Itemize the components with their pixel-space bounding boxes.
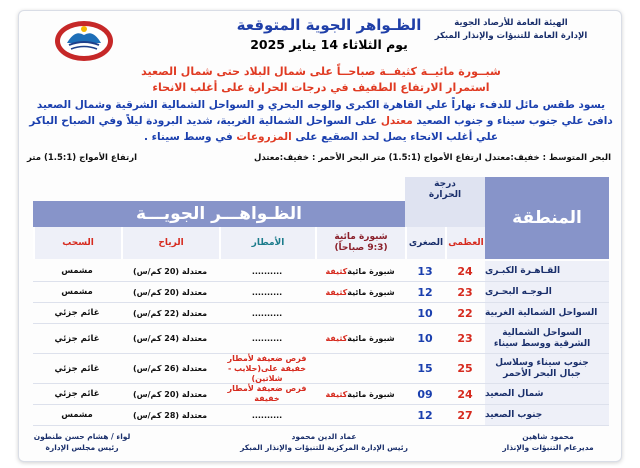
rain-cell: فرص ضعيفة لأمطار خفيفة bbox=[219, 384, 315, 405]
temperature-title-line: الحرارة bbox=[428, 190, 462, 200]
region-header: المنطقة bbox=[485, 177, 609, 259]
wind-cell: معتدلة (20 كم/س) bbox=[121, 261, 219, 282]
min-temp: 13 bbox=[405, 261, 445, 282]
region-name: القـاهـرة الكبـرى bbox=[485, 261, 609, 282]
signatory-title: رئيس الإدارة المركزية للتنبؤات والإنذار المبكر bbox=[240, 443, 408, 452]
signatory-name: محمود شاهين bbox=[522, 432, 574, 441]
forecast-sheet bbox=[18, 10, 622, 462]
rain-cell: فرص ضعيفة لأمطار خفيفة على(حلايب - شلاتين) bbox=[219, 354, 315, 384]
region-name: جنوب الصعيد bbox=[485, 405, 609, 426]
signature-board-chairman bbox=[27, 431, 137, 453]
fog-cell bbox=[315, 405, 405, 426]
fog-text: شبورة مائية bbox=[347, 287, 395, 297]
max-temp: 24 bbox=[445, 261, 485, 282]
org-department: الإدارة العامة للتنبؤات والإنذار المبكر bbox=[434, 31, 588, 41]
cloud-cell: مشمس bbox=[33, 405, 121, 426]
fog-cell bbox=[315, 384, 405, 405]
min-temp: 10 bbox=[405, 324, 445, 354]
signature-forecast-director bbox=[483, 431, 613, 453]
wind-cell: معتدلة (22 كم/س) bbox=[121, 303, 219, 324]
region-name: شمال الصعيد bbox=[485, 384, 609, 405]
wind-cell: معتدلة (26 كم/س) bbox=[121, 354, 219, 384]
meteorology-logo bbox=[53, 17, 115, 63]
col-cloud-header: السحب bbox=[33, 227, 121, 259]
col-rain-header: الأمطار bbox=[219, 227, 315, 259]
col-wind-header: الرياح bbox=[121, 227, 219, 259]
summary-line-regions bbox=[19, 115, 623, 127]
cloud-cell: غائم جزئي bbox=[33, 384, 121, 405]
summary-text: في وسط سيناء . bbox=[143, 131, 237, 143]
fog-cell bbox=[315, 354, 405, 384]
max-temp: 24 bbox=[445, 384, 485, 405]
cloud-cell: غائم جزئي bbox=[33, 303, 121, 324]
cloud-cell: مشمس bbox=[33, 261, 121, 282]
table-row bbox=[33, 354, 609, 384]
col-fog-title: شبورة مائية bbox=[334, 232, 388, 242]
signatory-title: رئيس مجلس الإدارة bbox=[45, 443, 119, 452]
col-min-header: الصغرى bbox=[405, 227, 445, 259]
summary-line-temperature: استمرار الارتفاع الطفيف في درجات الحرارة على أغلب الانحاء bbox=[152, 81, 490, 94]
temperature-title-line: درجة bbox=[434, 179, 456, 189]
summary-line-weather: يسود طقس مائل للدفء نهاراً علي القاهرة الكبرى والوجه البحري و السواحل الشمالية الشرقية وشمال الصعيد bbox=[36, 99, 606, 111]
fog-cell bbox=[315, 261, 405, 282]
max-temp: 23 bbox=[445, 324, 485, 354]
max-temp: 27 bbox=[445, 405, 485, 426]
rain-cell: .......... bbox=[219, 282, 315, 303]
fog-density: كثيفة bbox=[325, 266, 348, 276]
region-name: الـوجـه البحـرى bbox=[485, 282, 609, 303]
summary-highlight: المزروعات bbox=[236, 131, 292, 143]
summary-highlight: معتدل bbox=[380, 115, 413, 127]
min-temp: 10 bbox=[405, 303, 445, 324]
signatory-name: لواء / هشام حسن طنطون bbox=[33, 432, 131, 441]
cloud-cell: مشمس bbox=[33, 282, 121, 303]
max-temp: 23 bbox=[445, 282, 485, 303]
max-temp: 22 bbox=[445, 303, 485, 324]
summary-line-fog: شبــورة مائيــة كثيفــة صباحــاً على شمال البلاد حتى شمال الصعيد bbox=[141, 65, 501, 78]
min-temp: 09 bbox=[405, 384, 445, 405]
max-temp: 25 bbox=[445, 354, 485, 384]
fog-text: شبورة مائية bbox=[347, 266, 395, 276]
min-temp: 15 bbox=[405, 354, 445, 384]
fog-text: شبورة مائية bbox=[347, 334, 395, 343]
min-temp: 12 bbox=[405, 282, 445, 303]
table-row bbox=[33, 282, 609, 303]
signatory-name: عماد الدين محمود bbox=[291, 432, 357, 441]
table-row bbox=[33, 303, 609, 324]
region-name: السواحل الشمالية الغربية bbox=[485, 303, 609, 324]
table-row bbox=[33, 384, 609, 405]
fog-cell bbox=[315, 282, 405, 303]
org-name: الهيئة العامة للأرصاد الجوية bbox=[454, 18, 568, 28]
fog-density: كثيفة bbox=[325, 389, 348, 399]
table-row bbox=[33, 405, 609, 426]
col-fog-time: (9:3 صباحاً) bbox=[334, 243, 388, 253]
temperature-title bbox=[405, 179, 485, 201]
rain-cell: .......... bbox=[219, 405, 315, 426]
rain-cell: .......... bbox=[219, 303, 315, 324]
phenomena-header: الظـواهـــر الجويـــة bbox=[33, 201, 405, 227]
summary-text: على السواحل الشمالية الغربية، شديد البرودة ليلاً وفي الصباح الباكر bbox=[29, 115, 381, 127]
min-temp: 12 bbox=[405, 405, 445, 426]
wind-cell: معتدلة (20 كم/س) bbox=[121, 282, 219, 303]
table-row bbox=[33, 324, 609, 354]
fog-cell bbox=[315, 303, 405, 324]
rain-cell: .......... bbox=[219, 261, 315, 282]
table-row bbox=[33, 261, 609, 282]
region-name: السواحل الشمالية الشرقية ووسط سيناء bbox=[485, 324, 609, 354]
summary-text: دافئ علي جنوب سيناء و جنوب الصعيد bbox=[412, 115, 613, 127]
temperature-header bbox=[405, 177, 485, 227]
wind-cell: معتدلة (24 كم/س) bbox=[121, 324, 219, 354]
rain-cell: .......... bbox=[219, 324, 315, 354]
wind-cell: معتدلة (28 كم/س) bbox=[121, 405, 219, 426]
red-sea-wave-height: ارتفاع الأمواج (1.5:1) متر bbox=[27, 153, 138, 163]
forecast-table bbox=[33, 177, 609, 427]
summary-text: علي أغلب الانحاء يصل لحد الصقيع على bbox=[291, 131, 499, 143]
organization-header bbox=[411, 17, 611, 43]
forecast-date: يوم الثلاثاء 14 يناير 2025 bbox=[250, 37, 408, 52]
region-name: جنوب سيناء وسلاسل جبال البحر الأحمر bbox=[485, 354, 609, 384]
fog-density: كثيفة bbox=[325, 334, 348, 343]
sea-conditions: البحر المتوسط : خفيف:معتدل ارتفاع الأمواج (1.5:1) متر البحر الأحمر : خفيف:معتدل bbox=[253, 153, 611, 163]
fog-cell bbox=[315, 324, 405, 354]
fog-text: شبورة مائية bbox=[347, 389, 395, 399]
signature-central-administration bbox=[229, 431, 419, 453]
col-fog-header bbox=[315, 227, 405, 259]
cloud-cell: غائم جزئي bbox=[33, 354, 121, 384]
page-title: الظـواهر الجوية المتوقعة bbox=[236, 16, 422, 34]
fog-density: كثيفة bbox=[325, 287, 348, 297]
summary-line-frost bbox=[19, 131, 623, 143]
wind-cell: معتدلة (20 كم/س) bbox=[121, 384, 219, 405]
cloud-cell: غائم جزئي bbox=[33, 324, 121, 354]
signatory-title: مديرعام التنبؤات والإنذار bbox=[502, 443, 594, 452]
col-max-header: العظمى bbox=[445, 227, 485, 259]
